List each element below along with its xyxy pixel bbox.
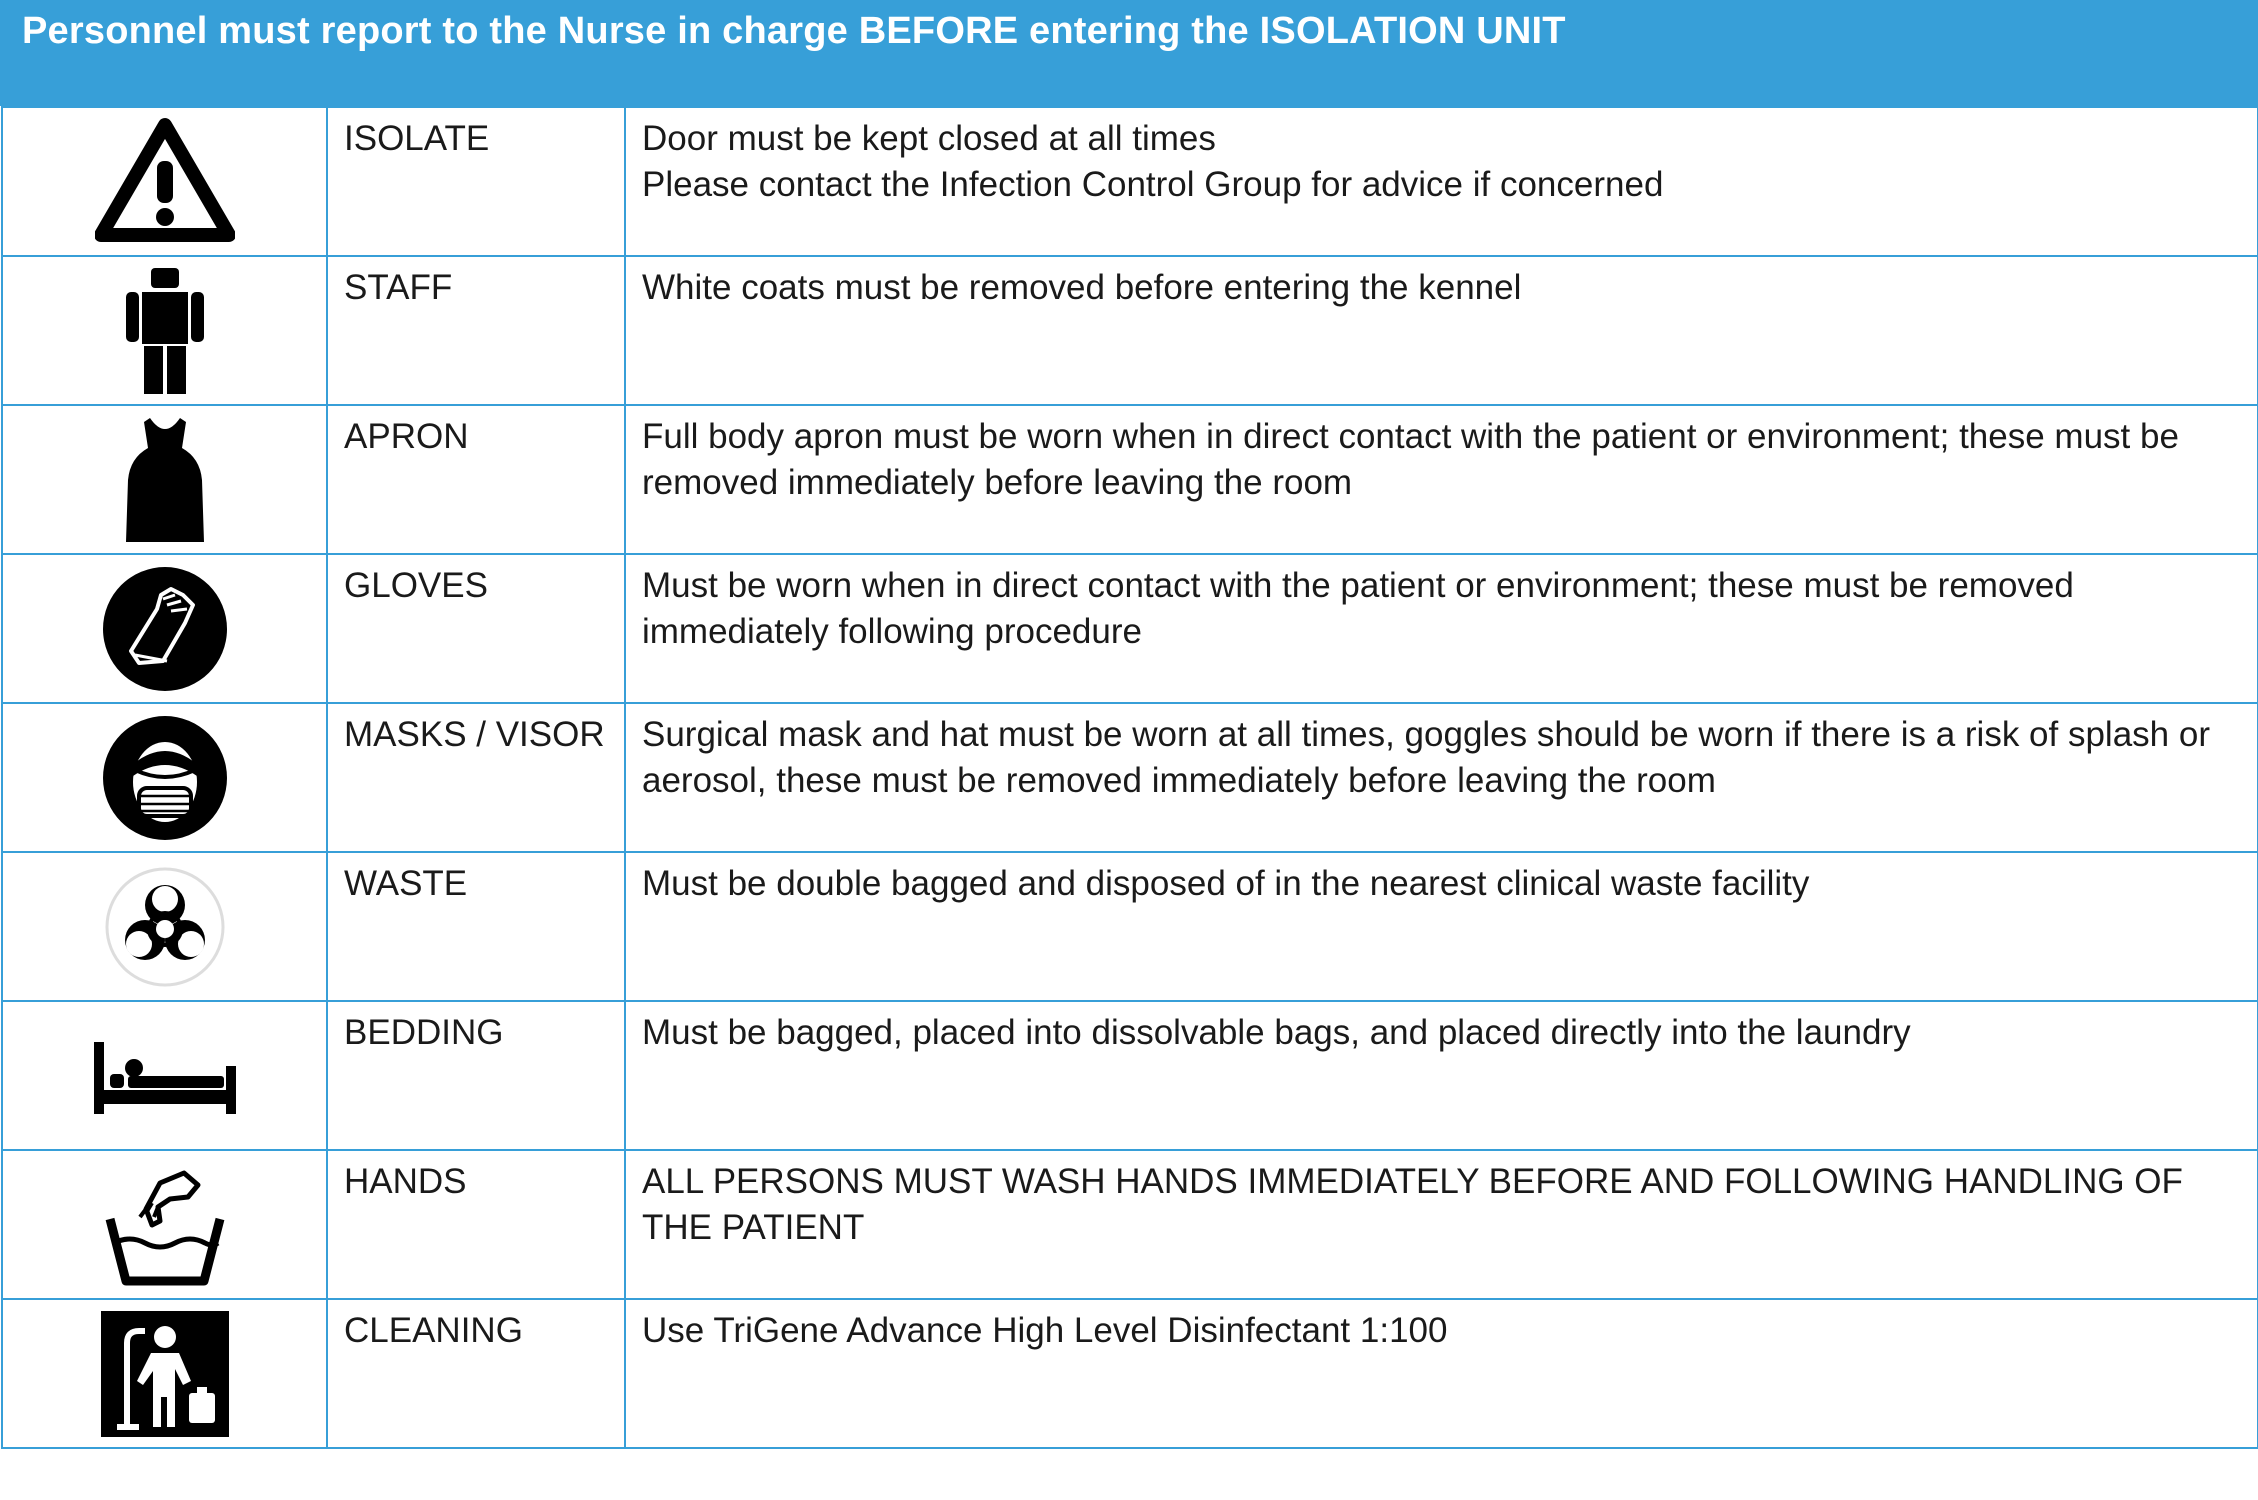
table-row [2,107,2258,256]
isolation-rules-table [1,106,2258,1449]
table-row [2,852,2258,1001]
hand-washing-icon [100,1163,230,1287]
gloves-icon [101,565,229,693]
row-description: Surgical mask and hat must be worn at all times, goggles should be worn if there is a risk of splash or aerosol, these must be removed immediately before leaving the room [625,703,2258,852]
row-description: Door must be kept closed at all times Please contact the Infection Control Group for advice if concerned [625,107,2258,256]
row-description: Full body apron must be worn when in direct contact with the patient or environment; these must be removed immediately before leaving the room [625,405,2258,554]
row-label: CLEANING [327,1299,625,1448]
biohazard-icon [103,865,227,989]
table-row [2,1299,2258,1448]
row-label: HANDS [327,1150,625,1299]
row-label: ISOLATE [327,107,625,256]
row-description: White coats must be removed before entering the kennel [625,256,2258,405]
table-row [2,1001,2258,1150]
row-label: MASKS / VISOR [327,703,625,852]
row-label: STAFF [327,256,625,405]
row-description: Must be bagged, placed into dissolvable bags, and placed directly into the laundry [625,1001,2258,1150]
table-row [2,554,2258,703]
table-row [2,703,2258,852]
table-row [2,256,2258,405]
row-label: APRON [327,405,625,554]
apron-icon [120,414,210,546]
row-description: Must be double bagged and disposed of in the nearest clinical waste facility [625,852,2258,1001]
bed-icon [90,1036,240,1116]
row-label: WASTE [327,852,625,1001]
page-title: Personnel must report to the Nurse in charge BEFORE entering the ISOLATION UNIT [0,0,2258,106]
table-row [2,1150,2258,1299]
mask-visor-icon [101,714,229,842]
warning-triangle-icon [95,117,235,247]
staff-person-icon [120,266,210,396]
row-description: Must be worn when in direct contact with the patient or environment; these must be removed immediately following procedure [625,554,2258,703]
row-label: BEDDING [327,1001,625,1150]
table-row [2,405,2258,554]
row-description: ALL PERSONS MUST WASH HANDS IMMEDIATELY BEFORE AND FOLLOWING HANDLING OF THE PATIENT [625,1150,2258,1299]
row-label: GLOVES [327,554,625,703]
row-description: Use TriGene Advance High Level Disinfectant 1:100 [625,1299,2258,1448]
cleaning-icon [99,1309,231,1439]
